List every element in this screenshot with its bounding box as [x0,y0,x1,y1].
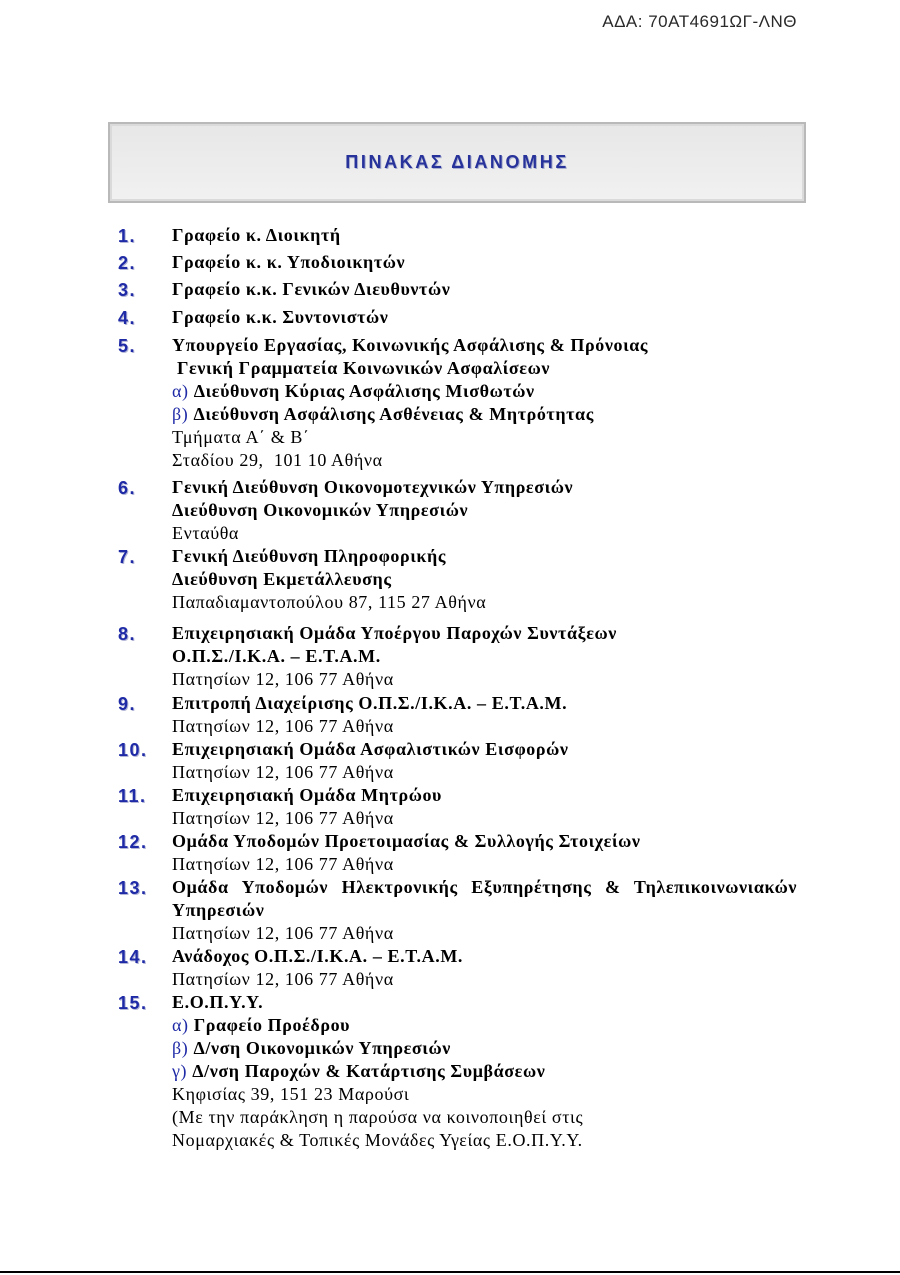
sub-prefix: β) [172,1038,189,1058]
address-line: Πατησίων 12, 106 77 Αθήνα [172,716,394,736]
item-number: 6. [118,478,137,498]
recipient-line: Ομάδα Υποδομών Προετοιμασίας & Συλλογής Στοιχείων [172,831,641,851]
recipient-line: Ανάδοχος Ο.Π.Σ./Ι.Κ.Α. – Ε.Τ.Α.Μ. [172,946,464,966]
recipient-line: Γραφείο κ. κ. Υποδιοικητών [172,252,406,272]
item-body [172,991,812,1152]
title-box [108,122,806,203]
item-number: 10. [118,740,148,760]
sub-recipient [172,1037,812,1060]
recipient-line: Επιχειρησιακή Ομάδα Μητρώου [172,785,443,805]
item-body [172,945,812,991]
sub-recipient [172,1060,812,1083]
page-title: ΠΙΝΑΚΑΣ ΔΙΑΝΟΜΗΣ [345,151,569,172]
item-body [172,830,812,876]
sub-recipient-text: Διεύθυνση Κύριας Ασφάλισης Μισθωτών [193,381,535,401]
address-line: Πατησίων 12, 106 77 Αθήνα [172,808,394,828]
item-body [172,545,812,614]
recipient-line: Γενική Διεύθυνση Οικονομοτεχνικών Υπηρεσιών [172,477,574,497]
recipient-line: Γενική Γραμματεία Κοινωνικών Ασφαλίσεων [177,358,550,378]
recipient-line: Γενική Διεύθυνση Πληροφορικής [172,546,447,566]
recipient-line: Διεύθυνση Οικονομικών Υπηρεσιών [172,500,469,520]
address-line: Σταδίου 29, 101 10 Αθήνα [172,450,383,470]
item-body [172,476,812,545]
recipient-line: Ο.Π.Σ./Ι.Κ.Α. – Ε.Τ.Α.Μ. [172,646,381,666]
ada-code: ΑΔΑ: 70ΑΤ4691ΩΓ-ΛΝΘ [602,12,797,31]
address-line: Τμήματα Α΄ & Β΄ [172,427,310,447]
address-line: Πατησίων 12, 106 77 Αθήνα [172,854,394,874]
recipient-line: Ε.Ο.Π.Υ.Υ. [172,992,264,1012]
sub-prefix: α) [172,381,189,401]
item-number: 13. [118,878,148,898]
address-line: Πατησίων 12, 106 77 Αθήνα [172,669,394,689]
item-body [172,334,812,472]
sub-prefix: α) [172,1015,189,1035]
item-number: 7. [118,547,137,567]
item-body [172,784,812,830]
recipient-line: Ομάδα Υποδομών Ηλεκτρονικής Εξυπηρέτησης & Τηλεπικοινωνιακών [172,877,797,897]
recipient-line: Γραφείο κ. Διοικητή [172,225,341,245]
address-line: Ενταύθα [172,523,239,543]
item-body [172,306,812,329]
item-number: 3. [118,280,137,300]
sub-recipient-text: Γραφείο Προέδρου [193,1015,351,1035]
item-body [172,622,812,691]
sub-recipient [172,1014,812,1037]
item-number: 15. [118,993,148,1013]
sub-prefix: β) [172,404,189,424]
address-line: Πατησίων 12, 106 77 Αθήνα [172,923,394,943]
item-number: 8. [118,624,137,644]
address-line: Παπαδιαμαντοπούλου 87, 115 27 Αθήνα [172,592,487,612]
item-number: 14. [118,947,148,967]
recipient-line: Διεύθυνση Εκμετάλλευσης [172,569,392,589]
item-number: 9. [118,694,137,714]
sub-prefix: γ) [172,1061,188,1081]
item-number: 4. [118,308,137,328]
sub-recipient-text: Διεύθυνση Ασφάλισης Ασθένειας & Μητρότητας [193,404,594,424]
item-number: 1. [118,226,137,246]
item-body [172,278,812,301]
recipient-line: Υπηρεσιών [172,900,265,920]
item-body [172,738,812,784]
item-body [172,876,812,945]
item-body [172,224,812,247]
sub-recipient [172,380,812,403]
sub-recipient [172,403,812,426]
item-number: 11. [118,786,147,806]
address-line: Πατησίων 12, 106 77 Αθήνα [172,969,394,989]
address-line: (Με την παράκληση η παρούσα να κοινοποιηθεί στις [172,1107,584,1127]
recipient-line: Επιτροπή Διαχείρισης Ο.Π.Σ./Ι.Κ.Α. – Ε.Τ.Α.Μ. [172,693,568,713]
item-number: 2. [118,253,137,273]
sub-recipient-text: Δ/νση Παροχών & Κατάρτισης Συμβάσεων [192,1061,546,1081]
item-number: 5. [118,336,137,356]
address-line: Νομαρχιακές & Τοπικές Μονάδες Υγείας Ε.Ο.Π.Υ.Υ. [172,1130,583,1150]
recipient-line: Γραφείο κ.κ. Γενικών Διευθυντών [172,279,451,299]
recipient-line: Γραφείο κ.κ. Συντονιστών [172,307,389,327]
address-line: Κηφισίας 39, 151 23 Μαρούσι [172,1084,410,1104]
item-body [172,251,812,274]
item-number: 12. [118,832,148,852]
address-line: Πατησίων 12, 106 77 Αθήνα [172,762,394,782]
recipient-line: Επιχειρησιακή Ομάδα Ασφαλιστικών Εισφορών [172,739,569,759]
item-body [172,692,812,738]
recipient-line: Υπουργείο Εργασίας, Κοινωνικής Ασφάλισης & Πρόνοιας [172,335,649,355]
sub-recipient-text: Δ/νση Οικονομικών Υπηρεσιών [193,1038,451,1058]
recipient-line: Επιχειρησιακή Ομάδα Υποέργου Παροχών Συντάξεων [172,623,617,643]
bottom-rule [0,1271,900,1273]
